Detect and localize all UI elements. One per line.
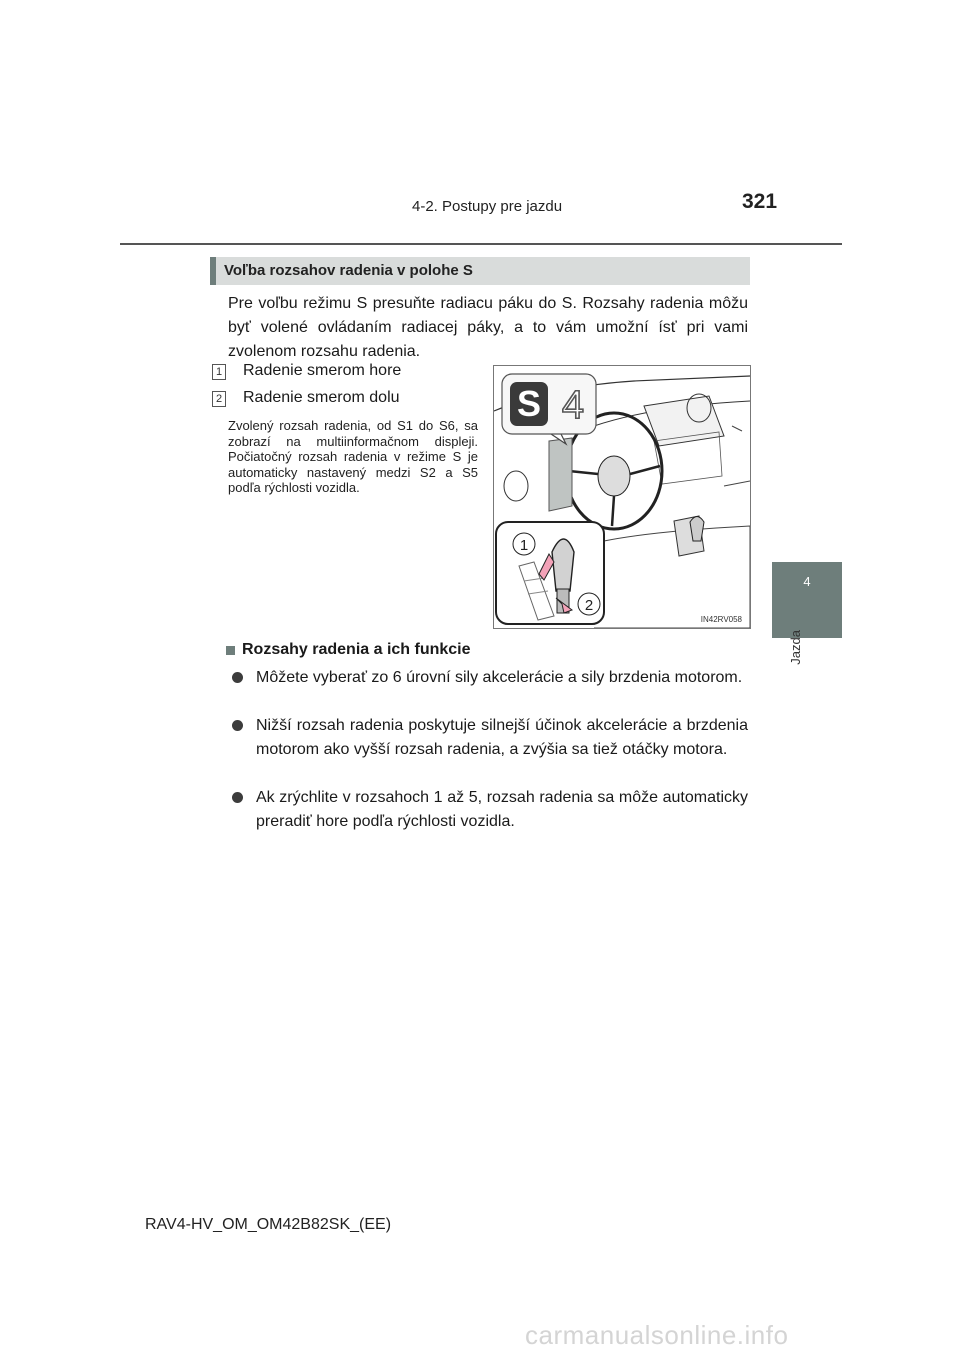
step-label-downshift: Radenie smerom dolu <box>243 389 400 406</box>
step-marker-2: 2 <box>212 391 226 407</box>
step-label-upshift: Radenie smerom hore <box>243 362 402 379</box>
chapter-label: Jazda <box>788 630 803 665</box>
figure-caption: IN42RV058 <box>700 615 742 624</box>
bullet-dot-icon <box>232 672 243 683</box>
intro-paragraph: Pre voľbu režimu S presuňte radiacu páku do S. Rozsahy radenia môžu byť volené ovládaním radiacej páky, a to vám umožní ísť pri vami zvolenom rozsahu radenia. <box>228 295 748 360</box>
bullet-dot-icon <box>232 720 243 731</box>
header-divider <box>120 243 842 245</box>
dashboard-drawing <box>494 366 750 628</box>
callout-2: 2 <box>584 597 594 614</box>
display-letter: S <box>516 383 542 424</box>
list-item-text: Ak zrýchlite v rozsahoch 1 až 5, rozsah radenia sa môže automaticky preradiť hore podľa rýchlosti vozidla. <box>256 789 748 830</box>
list-item-text: Nižší rozsah radenia poskytuje silnejší účinok akcelerácie a brzdenia motorom ako vyšší rozsah radenia, a zvýšia sa tiež otáčky motora. <box>256 717 748 758</box>
chapter-tab <box>772 562 842 638</box>
chapter-number: 4 <box>803 574 811 589</box>
header-section-title: 4-2. Postupy pre jazdu <box>412 198 563 215</box>
bullet-dot-icon <box>232 792 243 803</box>
section-title: Voľba rozsahov radenia v polohe S <box>224 262 473 279</box>
list-item <box>232 714 748 762</box>
document-code: RAV4-HV_OM_OM42B82SK_(EE) <box>145 1216 392 1233</box>
shift-lever-illustration <box>493 365 751 629</box>
functions-heading: Rozsahy radenia a ich funkcie <box>242 641 471 658</box>
square-bullet-icon <box>226 646 235 655</box>
step-marker-1: 1 <box>212 364 226 380</box>
list-item <box>232 786 748 834</box>
note-text: Zvolený rozsah radenia, od S1 do S6, sa zobrazí na multiinformačnom displeji. Počiatočný rozsah radenia v režime S je automaticky nastavený medzi S2 a S5 podľa rýchlosti vozidla. <box>228 418 478 495</box>
shift-knob <box>552 539 574 591</box>
list-item-text: Môžete vyberať zo 6 úrovní sily akcelerácie a sily brzdenia motorom. <box>256 669 743 686</box>
list-item <box>232 666 748 690</box>
watermark: carmanualsonline.info <box>525 1320 789 1350</box>
page-number: 321 <box>742 190 778 213</box>
display-number: 4 <box>561 383 585 427</box>
callout-1: 1 <box>519 537 529 554</box>
